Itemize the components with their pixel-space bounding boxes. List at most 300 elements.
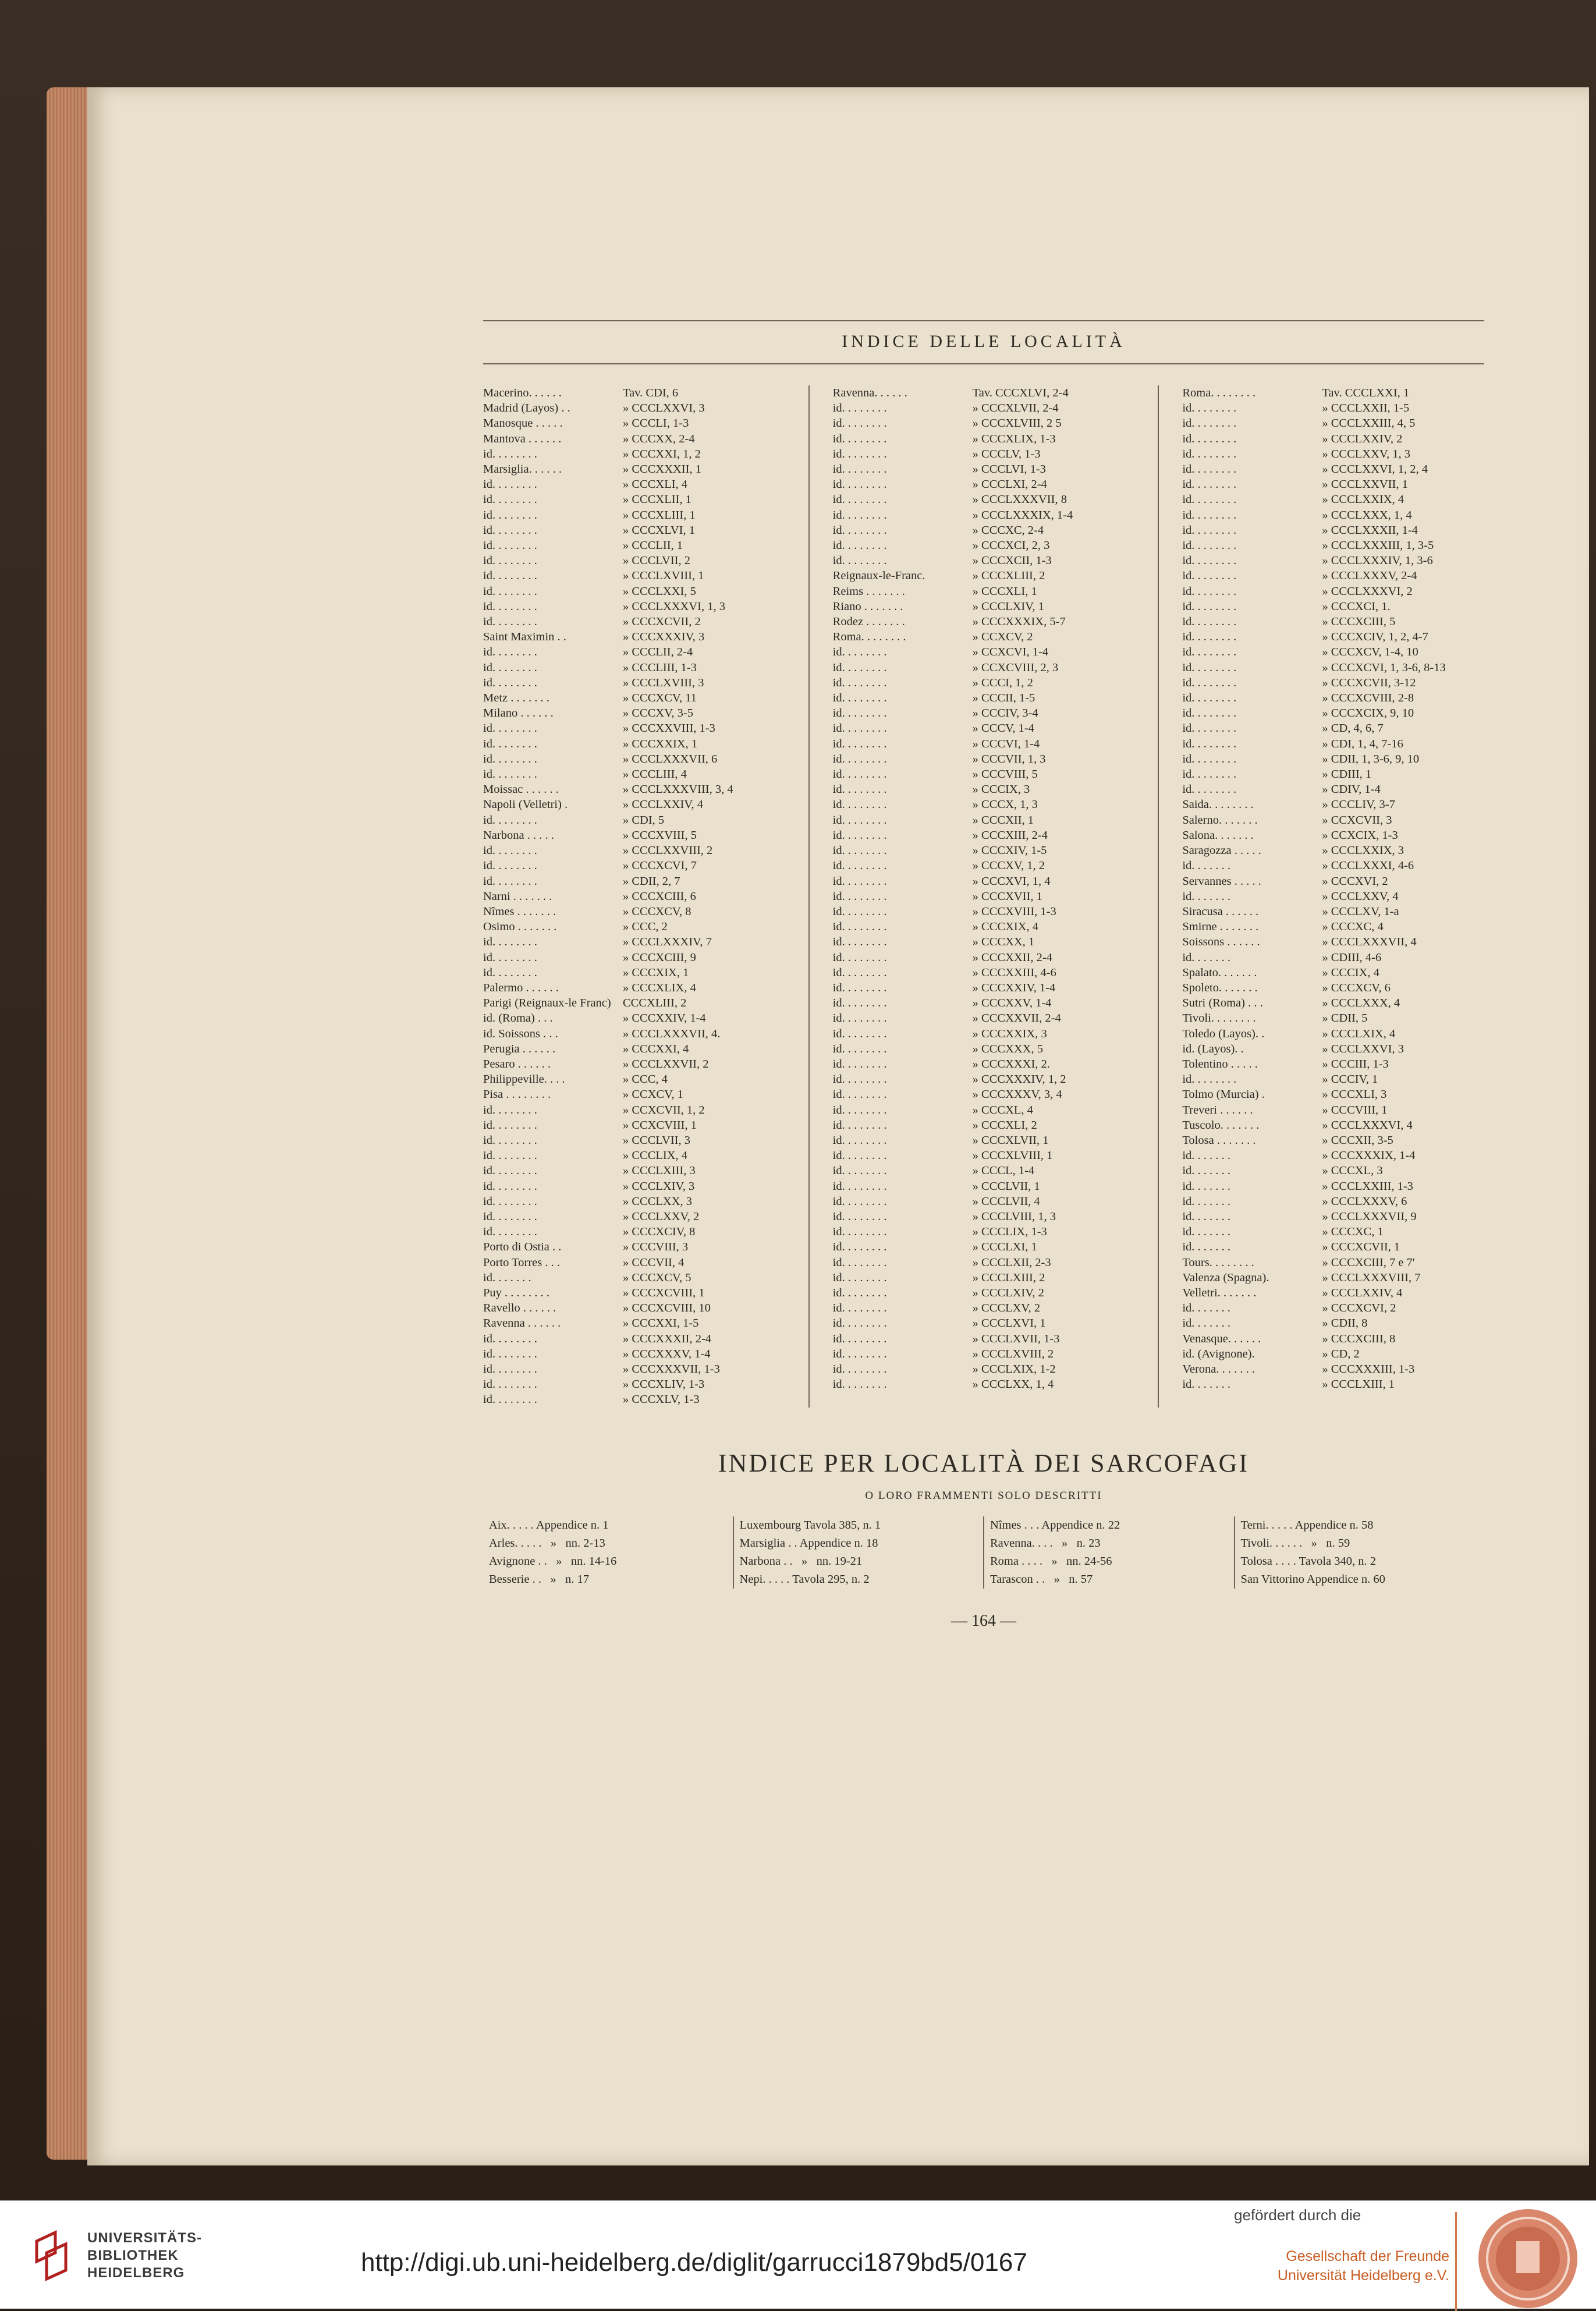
locality-name: id. . . . . . . . <box>483 737 537 750</box>
plate-reference: » CCCLXIV, 2 <box>972 1286 1044 1299</box>
index-entry <box>1182 1331 1484 1346</box>
plate-reference: » CCCXCIII, 7 e 7' <box>1322 1256 1415 1269</box>
plate-reference: » CCCXLI, 2 <box>972 1118 1037 1132</box>
plate-reference: » CCCVIII, 5 <box>972 768 1038 781</box>
plate-reference: » CCCLXXXV, 6 <box>1322 1195 1407 1208</box>
index-entry <box>833 690 1135 706</box>
locality-name: id. . . . . . . . <box>483 1195 537 1208</box>
index-entry <box>833 385 1135 400</box>
locality-name: Riano . . . . . . . <box>832 600 903 613</box>
plate-reference: » CCCXXI, 1-5 <box>623 1317 699 1330</box>
index-entry <box>833 1377 1135 1392</box>
plate-reference: » CCCXXXI, 2. <box>972 1057 1050 1071</box>
plate-reference: » CCCLXXXVIII, 7 <box>1322 1271 1421 1284</box>
plate-reference: » CCCXXXVII, 1-3 <box>623 1363 720 1376</box>
locality-name: id. (Avignone). <box>1182 1347 1255 1360</box>
index-entry <box>1182 1179 1484 1194</box>
index-entry <box>1182 1270 1484 1285</box>
index-entry <box>483 538 785 553</box>
plate-reference: » CCCXXXIV, 1, 2 <box>972 1073 1066 1086</box>
index-entry <box>1182 1148 1484 1163</box>
index-entry <box>833 950 1135 965</box>
index-entry <box>483 965 785 980</box>
locality-name: id. . . . . . . <box>1182 1240 1230 1254</box>
plate-reference: » CCCLIV, 3-7 <box>1322 798 1395 811</box>
sarcophagi-index-title: INDICE PER LOCALITÀ DEI SARCOFAGI <box>718 1448 1250 1477</box>
locality-name: id. . . . . . . . <box>832 523 887 537</box>
plate-reference: » CCCV, 1-4 <box>972 722 1034 735</box>
plate-reference: » CCCXXII, 2-4 <box>972 951 1052 964</box>
permalink-url[interactable]: http://digi.ub.uni-heidelberg.de/diglit/garrucci1879bd5/0167 <box>361 2248 1027 2277</box>
plate-reference: » CDII, 5 <box>1322 1012 1368 1025</box>
locality-name: Philippeville. . . . <box>483 1073 565 1086</box>
locality-name: Tuscolo. . . . . . . <box>1182 1118 1260 1132</box>
locality-name: id. . . . . . . . <box>832 1378 887 1391</box>
plate-reference: » CCCLII, 2-4 <box>623 646 693 659</box>
plate-reference: » CCCLVII, 4 <box>972 1195 1040 1208</box>
plate-reference: » CCXCVII, 1, 2 <box>623 1103 705 1116</box>
library-name-line2: BIBLIOTHEK <box>87 2248 179 2263</box>
index-entry <box>483 736 785 752</box>
plate-reference: » CCCLXXVI, 3 <box>1322 1042 1405 1055</box>
locality-name: id. . . . . . . . <box>832 463 887 476</box>
locality-name: id. . . . . . . . <box>1182 554 1237 568</box>
plate-reference: » CCCLXII, 2-3 <box>972 1256 1051 1269</box>
index-column-3 <box>1182 385 1484 1408</box>
locality-name: id. . . . . . . . <box>1182 768 1237 781</box>
index-entry <box>1182 813 1484 828</box>
plate-reference: » CCCXXXIX, 1-4 <box>1322 1149 1416 1162</box>
index-entry <box>1182 599 1484 614</box>
locality-name: id. . . . . . . . <box>832 493 887 506</box>
locality-name: id. . . . . . . . <box>832 1012 887 1025</box>
plate-reference: » CCCXCIX, 9, 10 <box>1322 707 1414 720</box>
plate-reference: » CCCXXIX, 3 <box>972 1027 1047 1040</box>
locality-name: id. . . . . . . . <box>832 1103 887 1116</box>
locality-name: id. . . . . . . . <box>832 997 887 1010</box>
index-entry <box>483 660 785 675</box>
plate-reference: Tav. CDI, 6 <box>623 387 679 399</box>
locality-name: Salerno. . . . . . . <box>1182 813 1258 827</box>
index-entry <box>1182 1346 1484 1362</box>
index-entry <box>833 1179 1135 1194</box>
locality-name: id. . . . . . . <box>1182 951 1230 964</box>
plate-reference: » CDIII, 4-6 <box>1322 951 1382 964</box>
locality-name: id. . . . . . . . <box>1182 447 1237 460</box>
locality-name: id. . . . . . . . <box>483 1103 537 1116</box>
locality-name: id. . . . . . . . <box>483 615 537 629</box>
plate-reference: » CCCXCVIII, 1 <box>623 1286 705 1299</box>
locality-name: id. . . . . . . . <box>483 768 537 781</box>
sarcophagi-entry: Terni. . . . . Appendice n. 58 <box>1240 1518 1374 1532</box>
index-entry <box>1182 1026 1484 1041</box>
locality-name: id. (Roma) . . . <box>483 1012 553 1025</box>
plate-reference: » CCCXCII, 1-3 <box>972 554 1052 568</box>
locality-name: Saida. . . . . . . . <box>1182 798 1254 811</box>
index-entry <box>833 843 1135 858</box>
locality-name: id. . . . . . . . <box>483 493 537 506</box>
plate-reference: » CCCXLVII, 1 <box>972 1133 1049 1147</box>
plate-reference: » CCCIX, 4 <box>1322 966 1379 979</box>
index-entry <box>1182 660 1484 675</box>
locality-name: id. . . . . . . . <box>483 1133 537 1147</box>
plate-reference: » CCCLXX, 1, 4 <box>972 1378 1054 1391</box>
index-entry <box>483 431 785 446</box>
locality-name: id. . . . . . . . <box>483 569 537 583</box>
locality-name: id. . . . . . . . <box>832 1256 887 1269</box>
locality-name: Smirne . . . . . . . <box>1182 920 1259 934</box>
locality-name: id. . . . . . . . <box>1182 417 1237 430</box>
index-entry <box>1182 1224 1484 1239</box>
index-entry <box>1182 492 1484 507</box>
plate-reference: » CCCXC, 2-4 <box>972 523 1044 537</box>
locality-name: id. . . . . . . . <box>483 1149 537 1162</box>
locality-name: id. . . . . . . . <box>1182 737 1237 750</box>
locality-name: id. . . . . . . . <box>483 813 537 827</box>
locality-name: id. . . . . . . . <box>832 1302 887 1315</box>
plate-reference: » CCCXXXII, 1 <box>623 463 701 476</box>
plate-reference: » CCCLVIII, 1, 3 <box>972 1210 1056 1223</box>
plate-reference: » CCCXCV, 5 <box>623 1271 691 1284</box>
plate-reference: » CCCXLIX, 1-3 <box>972 432 1056 445</box>
locality-name: id. . . . . . . . <box>832 722 887 735</box>
index-entry <box>483 1316 785 1331</box>
index-entry <box>833 400 1135 416</box>
locality-name: Manosque . . . . . <box>483 417 563 430</box>
index-entry <box>833 1239 1135 1254</box>
plate-reference: » CCCXIV, 1-5 <box>972 844 1047 857</box>
locality-name: id. . . . . . . . <box>1182 661 1237 674</box>
locality-index <box>483 385 1484 1408</box>
index-entry <box>833 813 1135 828</box>
plate-reference: » CCCLXXI, 5 <box>623 584 696 598</box>
sarcophagi-entry: Luxembourg Tavola 385, n. 1 <box>739 1518 881 1532</box>
index-entry <box>833 1285 1135 1300</box>
plate-reference: » CCCX, 1, 3 <box>972 798 1038 811</box>
index-entry <box>483 1239 785 1254</box>
locality-name: id. . . . . . . . <box>1182 523 1237 537</box>
plate-reference: » CCCXCIII, 6 <box>623 889 696 903</box>
locality-name: id. . . . . . . . <box>832 874 887 888</box>
locality-name: id. . . . . . . . <box>832 1057 887 1071</box>
locality-name: id. . . . . . . . <box>483 1393 537 1406</box>
index-entry <box>1182 416 1484 431</box>
plate-reference: » CCCXVII, 1 <box>972 889 1042 903</box>
index-entry <box>483 889 785 904</box>
plate-reference: » CCCXXV, 1-4 <box>972 997 1052 1010</box>
locality-name: id. . . . . . . . <box>483 554 537 568</box>
index-entry <box>833 538 1135 553</box>
plate-reference: » CCCLXXVII, 2 <box>623 1057 709 1071</box>
index-entry <box>833 797 1135 812</box>
plate-reference: » CCCXCV, 8 <box>623 905 691 918</box>
index-entry <box>483 1087 785 1102</box>
index-entry <box>833 874 1135 889</box>
locality-name: id. . . . . . . . <box>832 432 887 445</box>
locality-name: Narbona . . . . . <box>483 828 554 842</box>
plate-reference: » CCCLXXVI, 1, 2, 4 <box>1322 463 1428 476</box>
index-entry <box>483 1224 785 1239</box>
plate-reference: » CCC, 2 <box>623 920 668 934</box>
locality-name: Milano . . . . . . <box>483 707 554 720</box>
page-content <box>483 320 1484 1631</box>
index-entry <box>1182 995 1484 1011</box>
locality-name: id. . . . . . . . <box>1182 630 1237 644</box>
index-entry <box>833 980 1135 995</box>
plate-reference: » CCCLXXVII, 1 <box>1322 478 1408 491</box>
plate-reference: » CCCXCVIII, 10 <box>623 1302 711 1315</box>
plate-reference: » CCCXIX, 1 <box>623 966 689 979</box>
index-entry <box>833 995 1135 1011</box>
locality-name: id. . . . . . . . <box>832 539 887 552</box>
sarcophagi-column <box>483 1516 733 1589</box>
plate-reference: » CCCLXIII, 2 <box>972 1271 1045 1284</box>
locality-name: Puy . . . . . . . . <box>483 1286 549 1299</box>
locality-name: id. . . . . . . . <box>832 813 887 827</box>
locality-name: id. . . . . . . . <box>832 1210 887 1223</box>
index-entry <box>483 797 785 812</box>
plate-reference: » CCCLXVIII, 2 <box>972 1347 1054 1360</box>
locality-name: Narni . . . . . . . <box>483 889 552 903</box>
locality-name: id. . . . . . . . <box>483 1225 537 1239</box>
locality-name: Saint Maximin . . <box>483 630 566 644</box>
plate-reference: » CCCLXXIX, 4 <box>1322 493 1405 506</box>
plate-reference: » CCXCVI, 1-4 <box>972 646 1049 659</box>
index-entry <box>1182 614 1484 629</box>
locality-name: id. . . . . . . . <box>832 844 887 857</box>
plate-reference: » CCCXLIII, 1 <box>623 508 696 522</box>
index-entry <box>1182 644 1484 660</box>
sarcophagi-entry: Aix. . . . . Appendice n. 1 <box>489 1518 609 1532</box>
locality-name: Tours. . . . . . . . <box>1182 1256 1254 1269</box>
locality-name: Spalato. . . . . . . <box>1182 966 1257 979</box>
locality-name: id. . . . . . . . <box>832 920 887 934</box>
locality-name: id. . . . . . . . <box>483 859 537 873</box>
locality-name: id. . . . . . . . <box>1182 1073 1237 1086</box>
sarcophagi-entry: Nîmes . . . Appendice n. 22 <box>990 1518 1120 1532</box>
index-entry <box>833 1103 1135 1118</box>
index-entry <box>483 1300 785 1316</box>
plate-reference: » CCCXII, 1 <box>972 813 1034 827</box>
index-entry <box>833 1011 1135 1026</box>
locality-name: Metz . . . . . . . <box>483 692 549 705</box>
locality-name: id. . . . . . . . <box>832 707 887 720</box>
locality-name: id. . . . . . . . <box>832 1286 887 1299</box>
locality-name: id. . . . . . . . <box>1182 539 1237 552</box>
plate-reference: » CCCXCVI, 7 <box>623 859 697 873</box>
index-entry <box>1182 1209 1484 1224</box>
locality-name: id. . . . . . . . <box>483 539 537 552</box>
locality-name: id. . . . . . . . <box>483 600 537 613</box>
plate-reference: » CCCXLV, 1-3 <box>623 1393 700 1406</box>
index-entry <box>833 1255 1135 1270</box>
plate-reference: » CCCXVI, 1, 4 <box>972 874 1051 888</box>
index-entry <box>483 706 785 721</box>
plate-reference: » CCCXCIII, 5 <box>1322 615 1396 629</box>
plate-reference: » CDII, 2, 7 <box>623 874 680 888</box>
locality-name: Roma. . . . . . . . <box>832 630 906 644</box>
index-entry <box>833 644 1135 660</box>
locality-name: id. . . . . . . <box>483 1271 531 1284</box>
library-name-line3: HEIDELBERG <box>87 2265 185 2281</box>
locality-name: id. . . . . . . . <box>1182 676 1237 689</box>
locality-name: id. . . . . . . . <box>483 1332 537 1345</box>
locality-name: id. . . . . . . . <box>483 1164 537 1178</box>
plate-reference: » CCCXII, 3-5 <box>1322 1133 1393 1147</box>
plate-reference: » CCCLXXX, 1, 4 <box>1322 508 1412 522</box>
plate-reference: » CCCLI, 1-3 <box>623 417 689 430</box>
plate-reference: » CCCXLVII, 2-4 <box>972 402 1059 415</box>
index-entry <box>833 1133 1135 1148</box>
plate-reference: » CD, 4, 6, 7 <box>1322 722 1384 735</box>
index-entry <box>833 934 1135 949</box>
plate-reference: » CCCXCV, 6 <box>1322 981 1391 994</box>
index-entry <box>483 584 785 599</box>
locality-name: id. . . . . . . . <box>832 1332 887 1345</box>
plate-reference: » CCCLXVIII, 1 <box>623 569 704 583</box>
plate-reference: » CCCLXXXIX, 1-4 <box>972 508 1073 522</box>
index-entry <box>483 767 785 782</box>
plate-reference: » CCCLXVIII, 3 <box>623 676 704 689</box>
index-entry <box>833 1331 1135 1346</box>
index-entry <box>833 858 1135 873</box>
index-entry <box>833 446 1135 462</box>
locality-name: id. . . . . . . . <box>1182 478 1237 491</box>
index-entry <box>1182 400 1484 416</box>
index-entry <box>483 919 785 934</box>
locality-name: id. . . . . . . . <box>483 523 537 537</box>
index-entry <box>483 1179 785 1194</box>
index-entry <box>833 721 1135 736</box>
index-entry <box>833 1057 1135 1072</box>
locality-name: id. . . . . . . . <box>1182 692 1237 705</box>
index-column-2 <box>833 385 1135 1408</box>
locality-name: id. . . . . . . . <box>1182 615 1237 629</box>
locality-name: Siracusa . . . . . . <box>1182 905 1259 918</box>
index-entry <box>483 1362 785 1377</box>
locality-name: id. . . . . . . . <box>832 1088 887 1101</box>
column-divider <box>808 385 810 1408</box>
sarcophagi-entry: Marsiglia . . Appendice n. 18 <box>739 1536 878 1550</box>
plate-reference: » CCCLXXXVI, 1, 3 <box>623 600 725 613</box>
sarcophagi-column <box>733 1516 984 1589</box>
plate-reference: » CCCXV, 3-5 <box>623 707 693 720</box>
funded-by-label: gefördert durch die <box>1234 2206 1361 2224</box>
locality-name: id. . . . . . . . <box>832 692 887 705</box>
plate-reference: » CCCXXXV, 3, 4 <box>972 1088 1062 1101</box>
plate-reference: » CCCXCVII, 1 <box>1322 1240 1400 1254</box>
locality-name: Saragozza . . . . . <box>1182 844 1261 857</box>
index-entry <box>483 1270 785 1285</box>
index-entry <box>483 1133 785 1148</box>
society-name-line1: Gesellschaft der Freunde <box>1286 2248 1449 2264</box>
locality-name: Treveri . . . . . . <box>1182 1103 1253 1116</box>
locality-name: id. . . . . . . . <box>483 661 537 674</box>
plate-reference: » CCCLXVI, 1 <box>972 1317 1046 1330</box>
locality-name: id. . . . . . . <box>1182 1302 1230 1315</box>
plate-reference: » CCCXXX, 5 <box>972 1042 1043 1055</box>
index-entry <box>483 1377 785 1392</box>
locality-name: Roma. . . . . . . . <box>1182 387 1256 399</box>
plate-reference: » CCCVII, 1, 3 <box>972 752 1046 765</box>
locality-name: id. . . . . . . <box>1182 1210 1230 1223</box>
plate-reference: » CCCXXI, 4 <box>623 1042 689 1055</box>
header-rule-top <box>483 320 1484 321</box>
locality-name: Spoleto. . . . . . . <box>1182 981 1258 994</box>
plate-reference: » CCCLXIX, 1-2 <box>972 1363 1056 1376</box>
index-entry <box>483 492 785 507</box>
plate-reference: » CCCXCIII, 9 <box>623 951 696 964</box>
index-entry <box>1182 1163 1484 1178</box>
locality-name: id. . . . . . . <box>1182 1317 1230 1330</box>
index-entry <box>483 1103 785 1118</box>
locality-name: id. . . . . . . . <box>1182 569 1237 583</box>
plate-reference: » CCXCVIII, 2, 3 <box>972 661 1059 674</box>
plate-reference: » CCCVIII, 3 <box>623 1240 689 1254</box>
locality-name: id. . . . . . . . <box>832 889 887 903</box>
locality-name: Reims . . . . . . . <box>832 584 905 598</box>
locality-name: Madrid (Layos) . . <box>483 402 570 415</box>
index-entry <box>1182 1118 1484 1133</box>
locality-name: id. . . . . . . . <box>1182 783 1237 796</box>
locality-name: id. . . . . . . . <box>832 951 887 964</box>
plate-reference: » CDII, 8 <box>1322 1317 1368 1330</box>
plate-reference: » CCCXCVIII, 2-8 <box>1322 692 1414 705</box>
locality-name: id. . . . . . . . <box>832 1179 887 1193</box>
locality-name: id. . . . . . . . <box>483 1210 537 1223</box>
locality-name: id. . . . . . . . <box>832 1225 887 1239</box>
sarcophagi-entry: Arles. . . . . » nn. 2-13 <box>489 1536 605 1550</box>
index-entry <box>483 446 785 462</box>
locality-name: Nîmes . . . . . . . <box>483 905 556 918</box>
plate-reference: » CCCII, 1-5 <box>972 692 1035 705</box>
locality-name: id. . . . . . . . <box>832 554 887 568</box>
locality-name: id. . . . . . . . <box>832 447 887 460</box>
plate-reference: » CCCLXIII, 1 <box>1322 1378 1395 1391</box>
plate-reference: » CCCXXIV, 1-4 <box>972 981 1056 994</box>
locality-name: Reignaux-le-Franc. <box>832 569 925 583</box>
locality-name: id. . . . . . . . <box>832 798 887 811</box>
plate-reference: » CCCLXXXVII, 4 <box>1322 935 1417 949</box>
index-entry <box>1182 919 1484 934</box>
locality-name: id. . . . . . . . <box>1182 463 1237 476</box>
index-entry <box>833 1209 1135 1224</box>
index-entry <box>483 1392 785 1407</box>
index-entry <box>483 813 785 828</box>
library-name-line1: UNIVERSITÄTS- <box>87 2230 203 2246</box>
index-entry <box>483 629 785 644</box>
locality-name: id. . . . . . . . <box>483 1378 537 1391</box>
plate-reference: » CCCIV, 1 <box>1322 1073 1378 1086</box>
library-logo-icon <box>32 2230 73 2282</box>
locality-name: id. . . . . . . . <box>483 1363 537 1376</box>
sarcophagi-entry: Avignone . . » nn. 14-16 <box>489 1554 617 1568</box>
index-entry <box>833 1072 1135 1087</box>
page-number: — 164 — <box>951 1611 1016 1630</box>
plate-reference: » CCCLXXII, 1-5 <box>1322 402 1410 415</box>
index-entry <box>833 1346 1135 1362</box>
index-entry <box>833 1224 1135 1239</box>
plate-reference: » CCCLXXIV, 2 <box>1322 432 1403 445</box>
plate-reference: » CCCLXXXVII, 9 <box>1322 1210 1417 1223</box>
plate-reference: » CCCLXI, 1 <box>972 1240 1037 1254</box>
plate-reference: » CCCLII, 1 <box>623 539 683 552</box>
locality-name: id. Soissons . . . <box>483 1027 558 1040</box>
index-entry <box>1182 446 1484 462</box>
university-seal-icon <box>1476 2206 1580 2311</box>
society-name <box>1234 2247 1449 2285</box>
index-entry <box>833 1316 1135 1331</box>
